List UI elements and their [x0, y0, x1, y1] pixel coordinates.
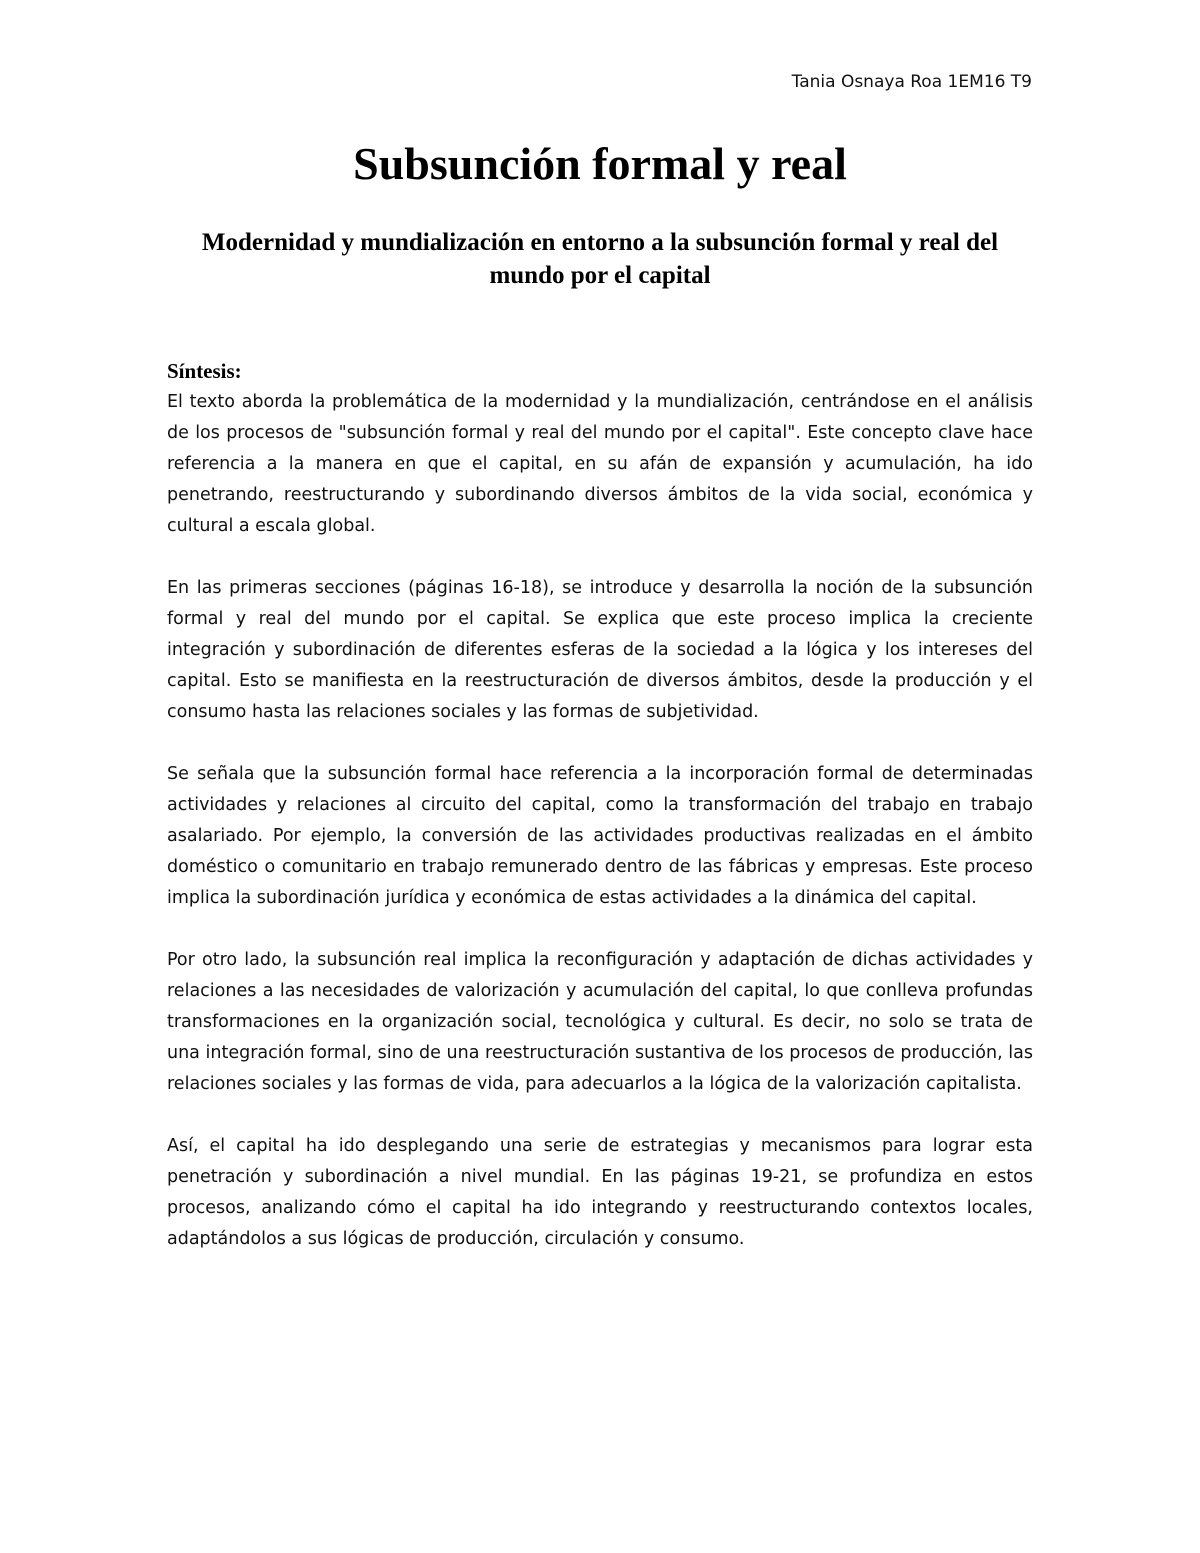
- paragraph-5: Así, el capital ha ido desplegando una serie de estrategias y mecanismos para lograr esta penetración y subordinación a nivel mundial. En las páginas 19-21, se profundiza en estos procesos, analizando cómo el capital ha ido integrando y reestructurando contextos locales, adaptándolos a sus lógicas de producción, circulación y consumo.: [167, 1136, 1033, 1249]
- section-label: Síntesis:: [167, 359, 242, 383]
- paragraph-2: En las primeras secciones (páginas 16-18), se introduce y desarrolla la noción de la subsunción formal y real del mundo por el capital. Se explica que este proceso implica la creciente integración y subordinación de diferentes esferas de la sociedad a la lógica y los intereses del capital. Esto se manifiesta en la reestructuración de diversos ámbitos, desde la producción y el consumo hasta las relaciones sociales y las formas de subjetividad.: [167, 578, 1033, 722]
- paragraph-3: Se señala que la subsunción formal hace referencia a la incorporación formal de determinadas actividades y relaciones al circuito del capital, como la transformación del trabajo en trabajo asalariado. Por ejemplo, la conversión de las actividades productivas realizadas en el ámbito doméstico o comunitario en trabajo remunerado dentro de las fábricas y empresas. Este proceso implica la subordinación jurídica y económica de estas actividades a la dinámica del capital.: [167, 764, 1033, 908]
- document-body: [167, 356, 1033, 1286]
- author-header: Tania Osnaya Roa 1EM16 T9: [791, 72, 1032, 92]
- paragraph-1: El texto aborda la problemática de la modernidad y la mundialización, centrándose en el análisis de los procesos de "subsunción formal y real del mundo por el capital". Este concepto clave hace referencia a la manera en que el capital, en su afán de expansión y acumulación, ha ido penetrando, reestructurando y subordinando diversos ámbitos de la vida social, económica y cultural a escala global.: [167, 392, 1033, 536]
- document-title: Subsunción formal y real: [353, 138, 847, 189]
- paragraph-4: Por otro lado, la subsunción real implica la reconfiguración y adaptación de dichas actividades y relaciones a las necesidades de valorización y acumulación del capital, lo que conlleva profundas transformaciones en la organización social, tecnológica y cultural. Es decir, no solo se trata de una integración formal, sino de una reestructuración sustantiva de los procesos de producción, las relaciones sociales y las formas de vida, para adecuarlos a la lógica de la valorización capitalista.: [167, 950, 1033, 1094]
- document-subtitle: Modernidad y mundialización en entorno a la subsunción formal y real del mundo por el capital: [201, 229, 999, 289]
